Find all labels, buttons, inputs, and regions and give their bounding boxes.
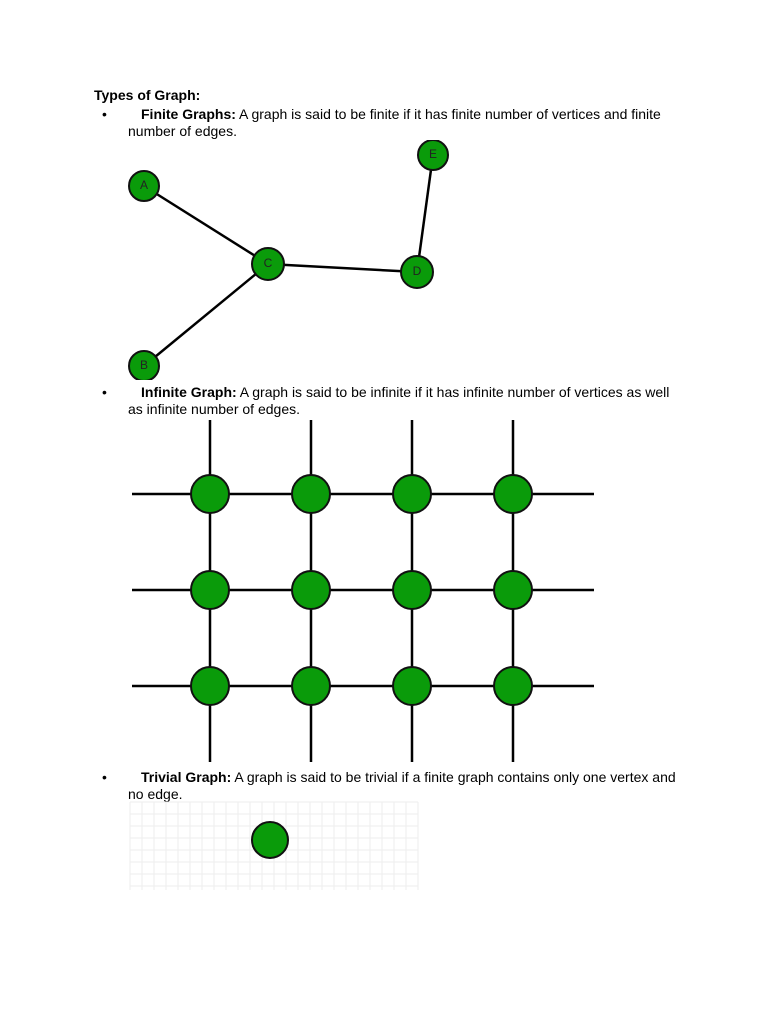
- vertex-e-label: E: [428, 147, 438, 162]
- vertex-c: [252, 248, 284, 280]
- trivial-vertex: [252, 822, 288, 858]
- grid-vertex-r3c3: [393, 667, 431, 705]
- grid-vertex-r3c2: [292, 667, 330, 705]
- grid-vertex-r1c3: [393, 475, 431, 513]
- edge-d-e: [417, 155, 433, 272]
- edge-a-c: [144, 186, 268, 264]
- grid-vertex-r2c2: [292, 571, 330, 609]
- infinite-graph-description: A graph is said to be infinite if it has infinite number of vertices as well as infinite number of edges.: [128, 384, 670, 417]
- trivial-graph-diagram: [0, 800, 768, 900]
- grid-vertex-r1c4: [494, 475, 532, 513]
- grid-vertex-r1c1: [191, 475, 229, 513]
- grid-vertex-r2c4: [494, 571, 532, 609]
- finite-graph-diagram: [0, 140, 768, 380]
- vertex-a-label: A: [139, 178, 149, 193]
- bullet-trivial: •: [102, 769, 107, 785]
- vertex-b-label: B: [139, 358, 149, 373]
- trivial-graph-definition: [128, 769, 688, 803]
- vertex-a: [129, 171, 159, 201]
- infinite-graph-diagram: [0, 418, 768, 768]
- bullet-infinite: •: [102, 384, 107, 400]
- finite-graph-term: Finite Graphs:: [141, 106, 236, 122]
- grid-vertex-r2c1: [191, 571, 229, 609]
- vertex-e: [418, 140, 448, 170]
- finite-graph-definition: [128, 106, 688, 140]
- infinite-graph-term: Infinite Graph:: [141, 384, 237, 400]
- page-heading: Types of Graph:: [94, 87, 201, 103]
- grid-vertex-r1c2: [292, 475, 330, 513]
- grid-vertex-r3c1: [191, 667, 229, 705]
- bullet-finite: •: [102, 106, 107, 122]
- trivial-graph-term: Trivial Graph:: [141, 769, 232, 785]
- finite-graph-description: A graph is said to be finite if it has finite number of vertices and finite number of edges.: [128, 106, 661, 139]
- infinite-graph-definition: [128, 384, 688, 418]
- edge-b-c: [144, 264, 268, 366]
- edge-c-d: [268, 264, 417, 272]
- vertex-d-label: D: [412, 264, 422, 279]
- trivial-graph-description: A graph is said to be trivial if a finite graph contains only one vertex and no edge.: [128, 769, 676, 802]
- vertex-d: [401, 256, 433, 288]
- vertex-c-label: C: [263, 256, 273, 271]
- vertex-b: [129, 351, 159, 380]
- grid-vertex-r2c3: [393, 571, 431, 609]
- grid-vertex-r3c4: [494, 667, 532, 705]
